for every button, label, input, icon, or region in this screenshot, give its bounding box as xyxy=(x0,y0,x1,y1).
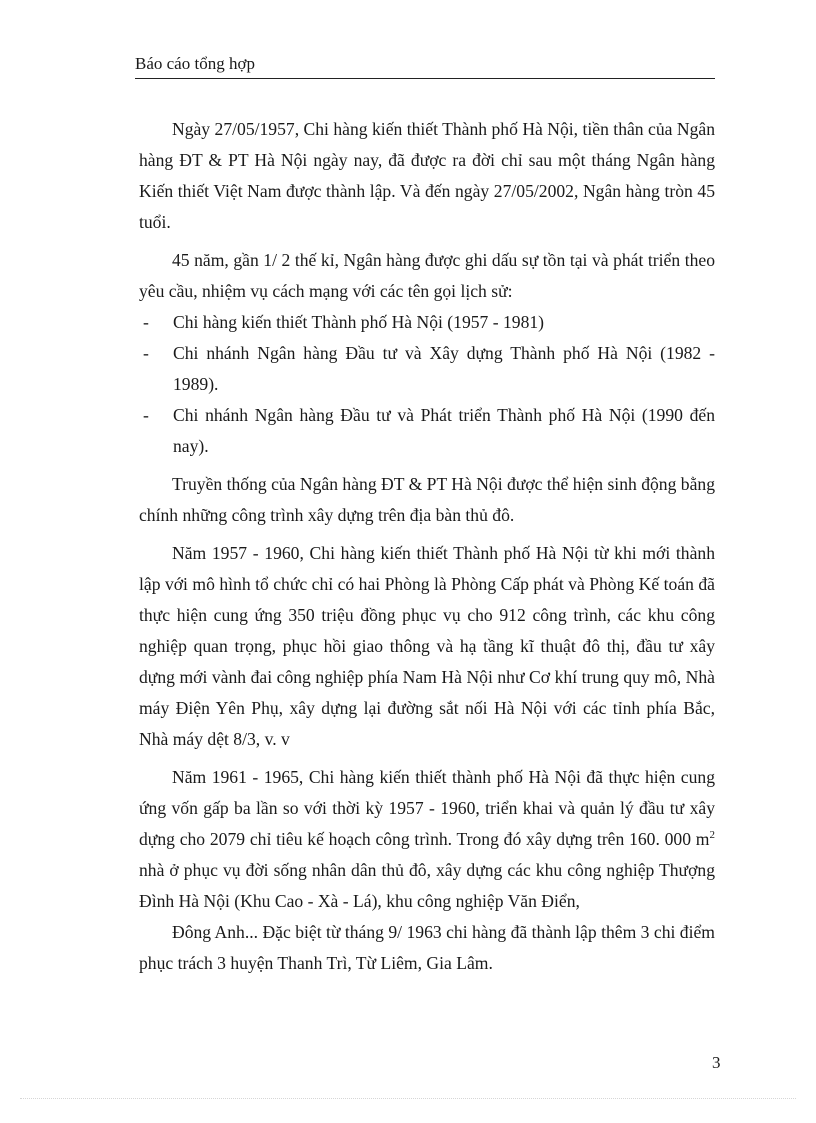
list-item xyxy=(139,307,715,338)
list-bullet: - xyxy=(143,405,149,425)
list-bullet: - xyxy=(143,343,149,363)
paragraph-5-text-a: Năm 1961 - 1965, Chi hàng kiến thiết thành phố Hà Nội đã thực hiện cung ứng vốn gấp ba lần so với thời kỳ 1957 - 1960, triển khai và quản lý đầu tư xây dựng cho 2079 chỉ tiêu kế hoạch công trình. Trong đó xây dựng trên 160. 000 m xyxy=(139,767,715,849)
list-item-text: Chi nhánh Ngân hàng Đầu tư và Xây dựng Thành phố Hà Nội (1982 - 1989). xyxy=(173,343,715,394)
paragraph-1: Ngày 27/05/1957, Chi hàng kiến thiết Thành phố Hà Nội, tiền thân của Ngân hàng ĐT & PT Hà Nội ngày nay, đã được ra đời chỉ sau một tháng Ngân hàng Kiến thiết Việt Nam được thành lập. Và đến ngày 27/05/2002, Ngân hàng tròn 45 tuổi. xyxy=(139,119,715,232)
list-item xyxy=(139,400,715,462)
list-bullet: - xyxy=(143,312,149,332)
list-item-text: Chi hàng kiến thiết Thành phố Hà Nội (1957 - 1981) xyxy=(173,312,545,332)
superscript-2: 2 xyxy=(709,829,715,842)
list-item xyxy=(139,338,715,400)
paragraph-3: Truyền thống của Ngân hàng ĐT & PT Hà Nội được thể hiện sinh động bằng chính những công trình xây dựng trên địa bàn thủ đô. xyxy=(139,474,715,525)
history-name-list xyxy=(139,307,715,462)
list-item-text: Chi nhánh Ngân hàng Đầu tư và Phát triển Thành phố Hà Nội (1990 đến nay). xyxy=(173,405,715,456)
body-text xyxy=(139,114,715,986)
paragraph-4: Năm 1957 - 1960, Chi hàng kiến thiết Thành phố Hà Nội từ khi mới thành lập với mô hình tổ chức chỉ có hai Phòng là Phòng Cấp phát và Phòng Kế toán đã thực hiện cung ứng 350 triệu đồng phục vụ cho 912 công trình, các khu công nghiệp quan trọng, phục hồi giao thông và hạ tầng kĩ thuật đô thị, đầu tư xây dựng mới vành đai công nghiệp phía Nam Hà Nội như Cơ khí trung quy mô, Nhà máy Điện Yên Phụ, xây dựng lại đường sắt nối Hà Nội với các tỉnh phía Bắc, Nhà máy dệt 8/3, v. v xyxy=(139,543,715,749)
paragraph-5-text-b: nhà ở phục vụ đời sống nhân dân thủ đô, xây dựng các khu công nghiệp Thượng Đình Hà Nội (Khu Cao - Xà - Lá), khu công nghiệp Văn Điển, xyxy=(139,860,715,911)
page-bottom-rule xyxy=(20,1098,796,1099)
header-title: Báo cáo tổng hợp xyxy=(135,54,255,73)
paragraph-2: 45 năm, gần 1/ 2 thế kỉ, Ngân hàng được ghi dấu sự tồn tại và phát triển theo yêu cầu, nhiệm vụ cách mạng với các tên gọi lịch sử: xyxy=(139,250,715,301)
page-header xyxy=(135,52,715,79)
page-number: 3 xyxy=(712,1053,721,1072)
paragraph-6: Đông Anh... Đặc biệt từ tháng 9/ 1963 chi hàng đã thành lập thêm 3 chi điểm phục trách 3 huyện Thanh Trì, Từ Liêm, Gia Lâm. xyxy=(139,922,715,973)
paragraph-5 xyxy=(139,762,715,917)
